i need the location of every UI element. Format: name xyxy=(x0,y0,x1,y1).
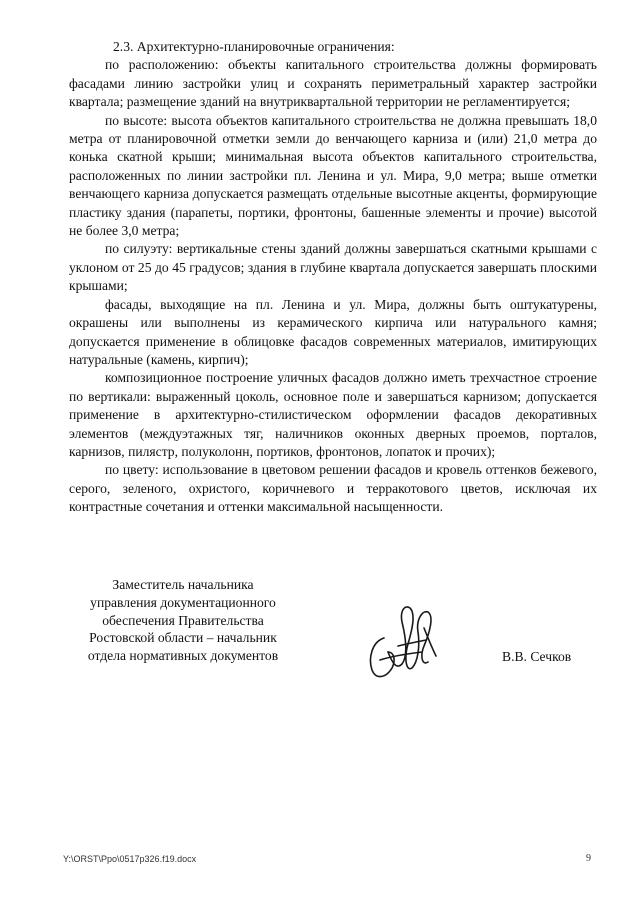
signatory-title-line: Заместитель начальника xyxy=(112,577,254,592)
paragraph-location: по расположению: объекты капитального строительства должны формировать фасадами линию застройки улиц и сохранять периметральный характер застройки квартала; размещение зданий на внутриквартальной территории не регламентируется; xyxy=(69,57,597,110)
paragraph-silhouette: по силуэту: вертикальные стены зданий должны завершаться скатными крышами с уклоном от 25 до 45 градусов; здания в глубине квартала допускается завершать плоскими крышами; xyxy=(69,241,597,294)
signatory-title-line: отдела нормативных документов xyxy=(87,648,279,664)
paragraph-color: по цвету: использование в цветовом решении фасадов и кровель оттенков бежевого, серого, зеленого, охристого, коричневого и терракотового цветов, исключая их контрастные сочетания и оттенки максимальной насыщенности. xyxy=(69,462,597,515)
signatory-title-line: управления документационного xyxy=(90,594,276,610)
handwritten-signature xyxy=(362,598,442,693)
paragraph-composition: композиционное построение уличных фасадов должно иметь трехчастное строение по вертикали: выраженный цоколь, основное поле и завершаться карнизом; допускается применение в архитектурно-стилистическом оформлении фасадов декоративных элементов (междуэтажных тяг, наличников оконных дверных проемов, порталов, карнизов, пилястр, полуколонн, портиков, фронтонов, лопаток и прочих); xyxy=(69,370,597,459)
signatory-title-line: обеспечения Правительства xyxy=(102,612,264,628)
paragraph-facades: фасады, выходящие на пл. Ленина и ул. Мира, должны быть оштукатурены, окрашены или выполнены из керамического кирпича или натурального камня; допускается применение в облицовке фасадов современных материалов, имитирующих натуральные (камень, кирпич); xyxy=(69,296,597,367)
paragraph-height: по высоте: высота объектов капитального строительства не должна превышать 18,0 метра от планировочной отметки земли до венчающего карниза и (или) 21,0 метра до конька скатной крыши; минимальная высота объектов капитального строительства, расположенных по линии застройки пл. Ленина и ул. Мира, 9,0 метра; выше отметки венчающего карниза допускается размещать отдельные высотные акценты, формирующие пластику здания (парапеты, портики, фронтоны, башенные элементы и прочие) высотой не более 3,0 метра; xyxy=(69,112,597,239)
section-heading: 2.3. Архитектурно-планировочные ограничения: xyxy=(113,39,395,54)
page-number: 9 xyxy=(586,853,591,864)
signatory-name: В.В. Сечков xyxy=(502,649,572,664)
signatory-title xyxy=(64,576,302,665)
signatory-title-line: Ростовской области – начальник xyxy=(89,630,277,646)
footer-file-path: Y:\ORST\Ppo\0517p326.f19.docx xyxy=(63,854,197,864)
document-body xyxy=(69,38,597,517)
